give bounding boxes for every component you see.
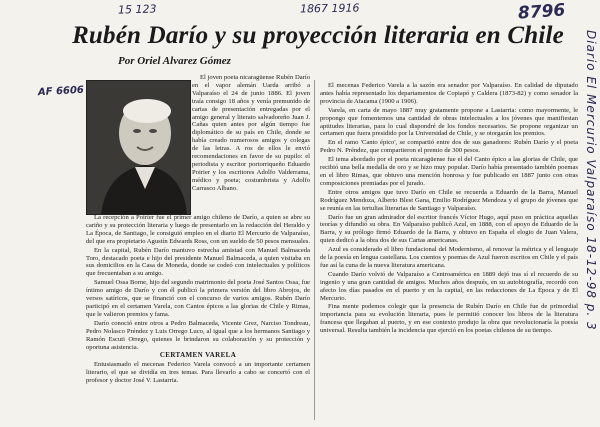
paragraph: Entre otros amigos que tuvo Darío en Chile se recuerda a Eduardo de la Barra, Manuel Rodríguez Mendoza, Alberto Blest Gana, Emilio Rodríguez Mendoza y el grupo de jóvenes que se reunía en las tertulias literarias de Santiago y Valparaíso. (320, 188, 578, 212)
paragraph: El tema abordado por el poeta nicaragüense fue el del Canto épico a las glorias de Chile, que recibió una bella medalla de oro y se hizo muy popular. Darío había presentado también poemas en el libro Rimas, que obtuvo una mención honrosa y fue publicado en 1887 junto con otras composiciones premiadas por el jurado. (320, 156, 578, 187)
paragraph: Fina mente podemos colegir que la presencia de Rubén Darío en Chile fue de primordial importancia para su evolución literaria, pues le permitió conocer los libros de la literatura francesa que llegaban al puerto, y en ese contexto produjo la obra que revolucionaría la poesía universal. Resulta también la incidencia que ejerció en los poetas chilenos de su tiempo. (320, 303, 578, 335)
archive-stamp: AF 6606 (37, 84, 85, 99)
paragraph: Entusiasmado el mecenas Federico Varela convocó a un importante certamen literario, el que se dividía en tres temas. Para llevarlo a cabo se concertó con el profesor y doctor José V. Lastarria. (86, 361, 310, 385)
paragraph: Azul es considerado el libro fundacional del Modernismo, al renovar la métrica y el lenguaje de la poesía en lengua castellana. Los cuentos y poemas de Azul fueron escritos en Chile y el país fue así la cuna de la nueva literatura americana. (320, 246, 578, 269)
paragraph: En la capital, Rubén Darío mantuvo estrecha amistad con Manuel Balmaceda Toro, destacado poeta e hijo del presidente Manuel Balmaceda, a quien visitaba en sus domicilios en la Casa de Moneda, donde se codeó con intelectuales y políticos que frecuentaban a su amigo. (86, 246, 310, 278)
paragraph: En el ramo 'Canto épico', se compartió entre dos de sus ganadores: Rubén Darío y el poeta Pedro N. Préndez, que compartieron el premio de 300 pesos. (320, 139, 578, 155)
paragraph: La recepción a Poirier fue el primer amigo chileno de Darío, a quien se abre su cariño y su protección literaria y luego de presentarlo en la redacción del Heraldo y La Época, de Santiago, le consiguió empleo en el diario El Mercurio de Valparaíso, del que era propietario Agustín Edwards Ross, con un sueldo de 50 pesos mensuales. (86, 214, 310, 245)
article-column-1 (86, 214, 310, 386)
article-column-2 (320, 82, 578, 336)
handwritten-note-top-left: 15 123 (117, 2, 157, 17)
paragraph: El joven poeta nicaragüense Rubén Darío en el vapor alemán Uarda arribó a Valparaíso el 24 de junio 1886. El joven traía consigo 18 años y venía premunido de cartas de presentación entregadas por el amigo general y literato salvadoreño Juan J. Cañas quien antes por algún tiempo fue diplomático de su país en Chile, donde se había creado numerosos amigos y colegas de las letras. A ros de ellos le envió recomendaciones en favor de su pupilo: el periodista y escritor portorriqueño Eduardo Poirier y los escritores Adolfo Valderrama, médico y poeta; costumbrista y Adolfo Carrasco Albano. (192, 74, 310, 192)
paragraph: Darío fue un gran admirador del escritor francés Víctor Hugo, aquí puso en práctica aquellas teorías y difundió su obra. En Valparaíso publicó Azul, en 1888, con el apoyo de Eduardo de la Barra, y su prólogo firmó Eduardo de la Barra, y obtuvo en España el elogio de Juan Valera, quien dedicó a la obra dos de sus Cartas americanas. (320, 213, 578, 245)
paragraph: Samuel Ossa Borne, hijo del segundo matrimonio del poeta José Santos Ossa, fue íntimo amigo de Darío y con él publicó la primera versión del libro Abrojos, de versos satíricos, que se financió con el concurso de varios amigos. Rubén Darío participó en el certamen Varela, con Cantos épicos a las glorias de Chile y Rimas, que le valieron premios y fama. (86, 279, 310, 318)
portrait-photo (86, 80, 191, 215)
paragraph: Cuando Darío volvió de Valparaíso a Centroamérica en 1889 dejó tras sí el recuerdo de su ingenio y una gran cantidad de amigos. Muchos años después, en su autobiografía, recordó con afecto los días pasados en el puerto y en la capital, en las redacciones de La Época y de El Mercurio. (320, 270, 578, 302)
article-byline: Por Oriel Alvarez Gómez (118, 55, 231, 67)
handwritten-note-years: 1867 1916 (299, 1, 360, 16)
handwritten-source-note: Diario El Mercurio Valparaíso 18-12-98 p. 3 (584, 30, 598, 331)
section-subhead: CERTAMEN VARELA (159, 351, 237, 360)
article-column-1-top (192, 74, 310, 194)
paragraph: El mecenas Federico Varela a la sazón era senador por Valparaíso. En calidad de diputado antes había representado los departamentos de Copiapó y Caldera (1873-82) y como senador la provincia de Atacama (1900 a 1906). (320, 82, 578, 105)
handwritten-catalog-number: 8796 (517, 0, 566, 24)
article-title: Rubén Darío y su proyección literaria en Chile (72, 22, 564, 49)
column-divider (314, 80, 315, 420)
paragraph: Varela, en carta de mayo 1887 muy gratamente propone a Lastarria: como mayormente, le propongo que fomentemos una cantidad de obras intelectuales a los jóvenes que manifiestan aptitudes literarias, para lo cual dispondré de los fondos necesarios. Se propone organizar un certamen que fuera presidido por la Universidad de Chile, y se otorgarán los premios. (320, 106, 578, 138)
paragraph: Darío conoció entre otros a Pedro Balmaceda, Vicente Grez, Narciso Tondreau, Pedro Nolasco Préndez y Luis Orrego Luco, al igual que a los hermanos Santiago y Ramón Escuti Orrego, quienes le brindaron su colaboración y su protección y oportuna asistencia. (86, 319, 310, 351)
